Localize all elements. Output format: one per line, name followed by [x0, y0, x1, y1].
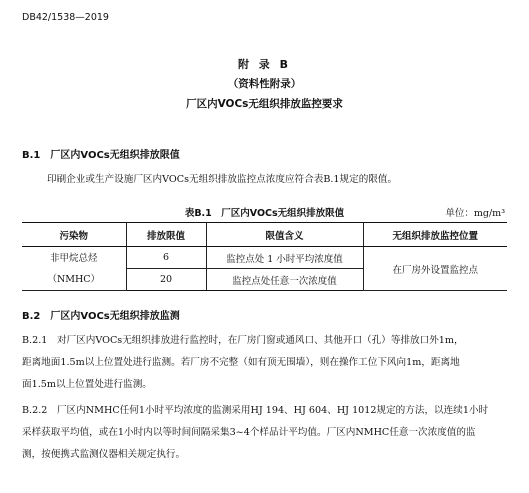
header-location: 无组织排放监控位置 — [363, 223, 507, 247]
clause-b22-line3: 测，按便携式监测仪器相关规定执行。 — [22, 449, 186, 460]
limit-cell: 6 — [126, 247, 206, 269]
location-cell: 在厂房外设置监控点 — [363, 247, 507, 291]
clause-b22-line1: B.2.2 厂区内NMHC任何1小时平均浓度的监测采用HJ 194、HJ 604、HJ 1012规定的方法，以连续1小时 — [22, 405, 489, 416]
header-meaning: 限值含义 — [206, 223, 363, 247]
header-limit: 排放限值 — [126, 223, 206, 247]
table-unit: 单位：mg/m³ — [445, 208, 505, 219]
pollutant-abbr: （NMHC） — [47, 273, 101, 285]
pollutant-name: 非甲烷总烃 — [49, 252, 98, 264]
section-b2-heading: B.2 厂区内VOCs无组织排放监测 — [22, 311, 180, 322]
limit-cell: 20 — [126, 269, 206, 291]
clause-b22-line2: 采样获取平均值，或在1小时内以等时间间隔采集3~4个样品计平均值。厂区内NMHC任意一次浓度值的监 — [22, 427, 476, 438]
clause-b21-line3: 面1.5m以上位置处进行监测。 — [22, 379, 152, 390]
appendix-name: 厂区内VOCs无组织排放监控要求 — [186, 98, 343, 110]
pollutant-cell — [22, 247, 126, 291]
table-row — [22, 247, 507, 269]
clause-b21-line2: 距离地面1.5m以上位置处进行监测。若厂房不完整（如有顶无围墙），则在操作工位下风向1m，距离地 — [22, 357, 460, 368]
section-b1-paragraph: 印刷企业或生产设施厂区内VOCs无组织排放监控点浓度应符合表B.1规定的限值。 — [47, 174, 398, 185]
clause-b21-line1: B.2.1 对厂区内VOCs无组织排放进行监控时，在厂房门窗或通风口、其他开口（孔）等排放口外1m， — [22, 335, 464, 346]
meaning-cell: 监控点处任意一次浓度值 — [206, 269, 363, 291]
table-title: 表B.1 厂区内VOCs无组织排放限值 — [184, 208, 345, 219]
header-pollutant: 污染物 — [22, 223, 126, 247]
document-id: DB42/1538—2019 — [22, 12, 109, 23]
table-header-row — [22, 223, 507, 247]
meaning-cell: 监控点处 1 小时平均浓度值 — [206, 247, 363, 269]
appendix-title: 附 录 B — [237, 58, 292, 71]
emission-limit-table — [22, 222, 507, 291]
appendix-subtitle: （资料性附录） — [227, 78, 302, 90]
section-b1-heading: B.1 厂区内VOCs无组织排放限值 — [22, 150, 180, 161]
